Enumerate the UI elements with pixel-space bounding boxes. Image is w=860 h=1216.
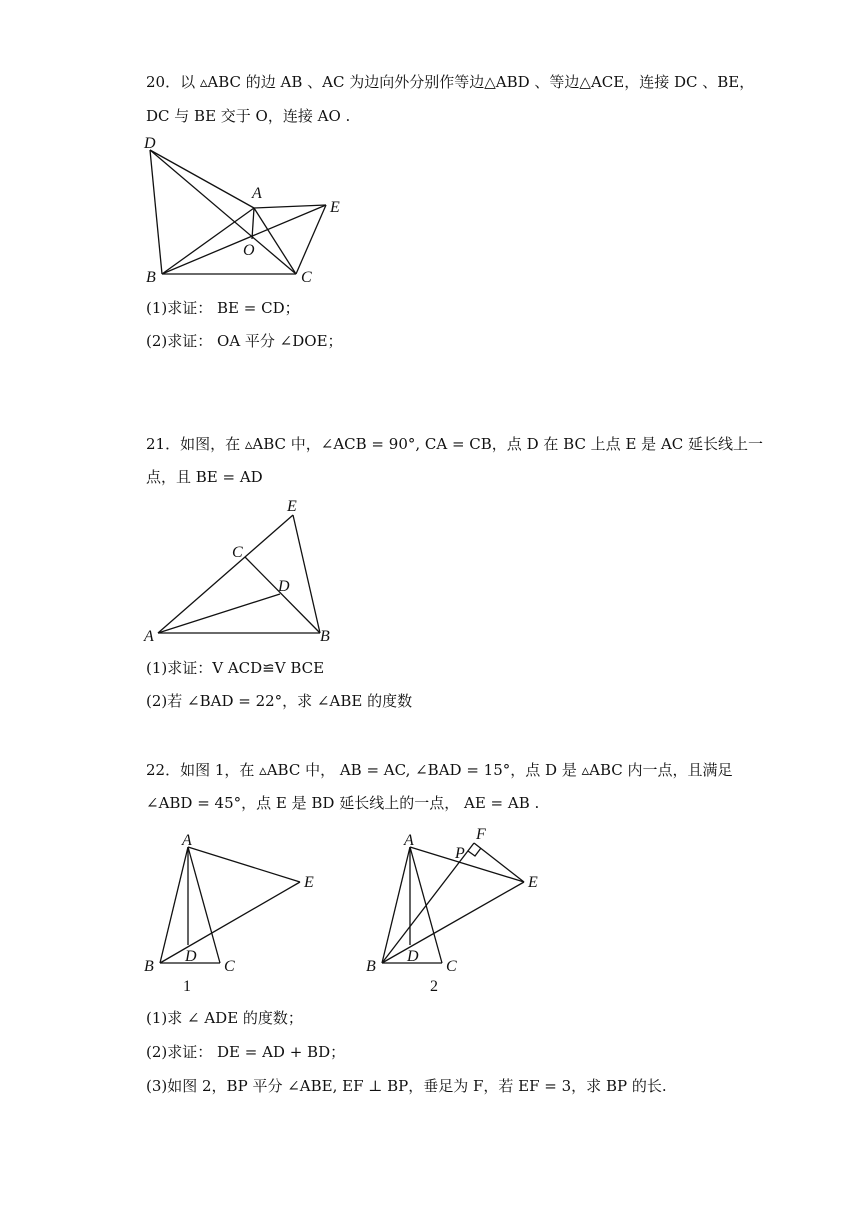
- q21-label-D: D: [278, 578, 290, 595]
- q22-f2-label-A: A: [404, 832, 414, 849]
- q21-label-A: A: [144, 628, 154, 645]
- q22-text-line2: ∠ABD = 45°，点 E 是 BD 延长线上的一点， AE = AB .: [146, 794, 540, 812]
- q22-f1-label-D: D: [185, 948, 197, 965]
- q22-f1-seg-AE: [188, 847, 300, 882]
- q20-text-line2: DC 与 BE 交于 O，连接 AO .: [146, 107, 351, 125]
- q20-text-line1: 20．以 ▵ABC 的边 AB 、AC 为边向外分别作等边△ABD 、等边△ACE，连接 DC 、BE，: [146, 73, 755, 91]
- q20-label-D: D: [144, 135, 156, 152]
- q22-sub1: (1)求 ∠ ADE 的度数；: [146, 1009, 303, 1027]
- q22-f1-caption: 1: [183, 978, 191, 995]
- q20-label-B: B: [146, 269, 156, 286]
- q20-label-C: C: [301, 269, 312, 286]
- q20-label-A: A: [252, 185, 262, 202]
- q21-label-E: E: [287, 498, 297, 515]
- q22-f2-label-B: B: [366, 958, 376, 975]
- q20-seg-AE: [254, 205, 326, 208]
- q21-label-C: C: [232, 544, 243, 561]
- q21-figure: [140, 495, 350, 647]
- q22-sub3: (3)如图 2，BP 平分 ∠ABE, EF ⊥ BP，垂足为 F，若 EF = 3，求 BP 的长.: [146, 1077, 667, 1095]
- q22-f1-label-E: E: [304, 874, 314, 891]
- q21-seg-AE: [158, 515, 293, 633]
- q21-seg-CB: [245, 557, 320, 633]
- q22-f1-seg-AB: [160, 847, 188, 963]
- q20-sub2: (2)求证： OA 平分 ∠DOE；: [146, 332, 343, 350]
- q21-label-B: B: [320, 628, 330, 645]
- q22-f2-seg-FE: [474, 843, 524, 882]
- q20-sub1: (1)求证： BE = CD；: [146, 299, 300, 317]
- q22-sub2: (2)求证： DE = AD + BD；: [146, 1043, 346, 1061]
- q22-figure-1: [140, 825, 330, 1000]
- q22-figure-2: [362, 825, 562, 1000]
- q21-sub1: (1)求证：V ACD≌V BCE: [146, 659, 325, 677]
- q22-f2-label-E: E: [528, 874, 538, 891]
- q20-seg-DC: [150, 150, 296, 274]
- q22-f1-label-A: A: [182, 832, 192, 849]
- q22-f1-label-C: C: [224, 958, 235, 975]
- q22-f2-seg-BE: [382, 882, 524, 963]
- q20-figure: [140, 132, 360, 287]
- q22-f2-label-D: D: [407, 948, 419, 965]
- q22-f2-label-C: C: [446, 958, 457, 975]
- q22-f1-seg-AC: [188, 847, 220, 963]
- q20-seg-AO: [252, 208, 254, 239]
- q22-f1-seg-BE: [160, 882, 300, 963]
- q21-text-line1: 21．如图，在 ▵ABC 中，∠ACB = 90°, CA = CB，点 D 在 BC 上点 E 是 AC 延长线上一: [146, 435, 764, 453]
- q22-f2-label-F: F: [476, 826, 486, 843]
- q22-text-line1: 22．如图 1，在 ▵ABC 中， AB = AC, ∠BAD = 15°，点 D 是 ▵ABC 内一点，且满足: [146, 761, 733, 779]
- q20-seg-DA: [150, 150, 254, 208]
- q20-label-E: E: [330, 199, 340, 216]
- q21-seg-EB: [293, 515, 320, 633]
- q20-seg-DB: [150, 150, 162, 274]
- q21-text-line2: 点，且 BE = AD: [146, 468, 263, 486]
- q21-seg-AD: [158, 594, 280, 633]
- q22-f2-label-P: P: [455, 845, 465, 862]
- q20-label-O: O: [243, 242, 255, 259]
- q20-seg-AC: [254, 208, 296, 274]
- q22-f1-label-B: B: [144, 958, 154, 975]
- q22-f2-caption: 2: [430, 978, 438, 995]
- q21-sub2: (2)若 ∠BAD = 22°，求 ∠ABE 的度数: [146, 692, 413, 710]
